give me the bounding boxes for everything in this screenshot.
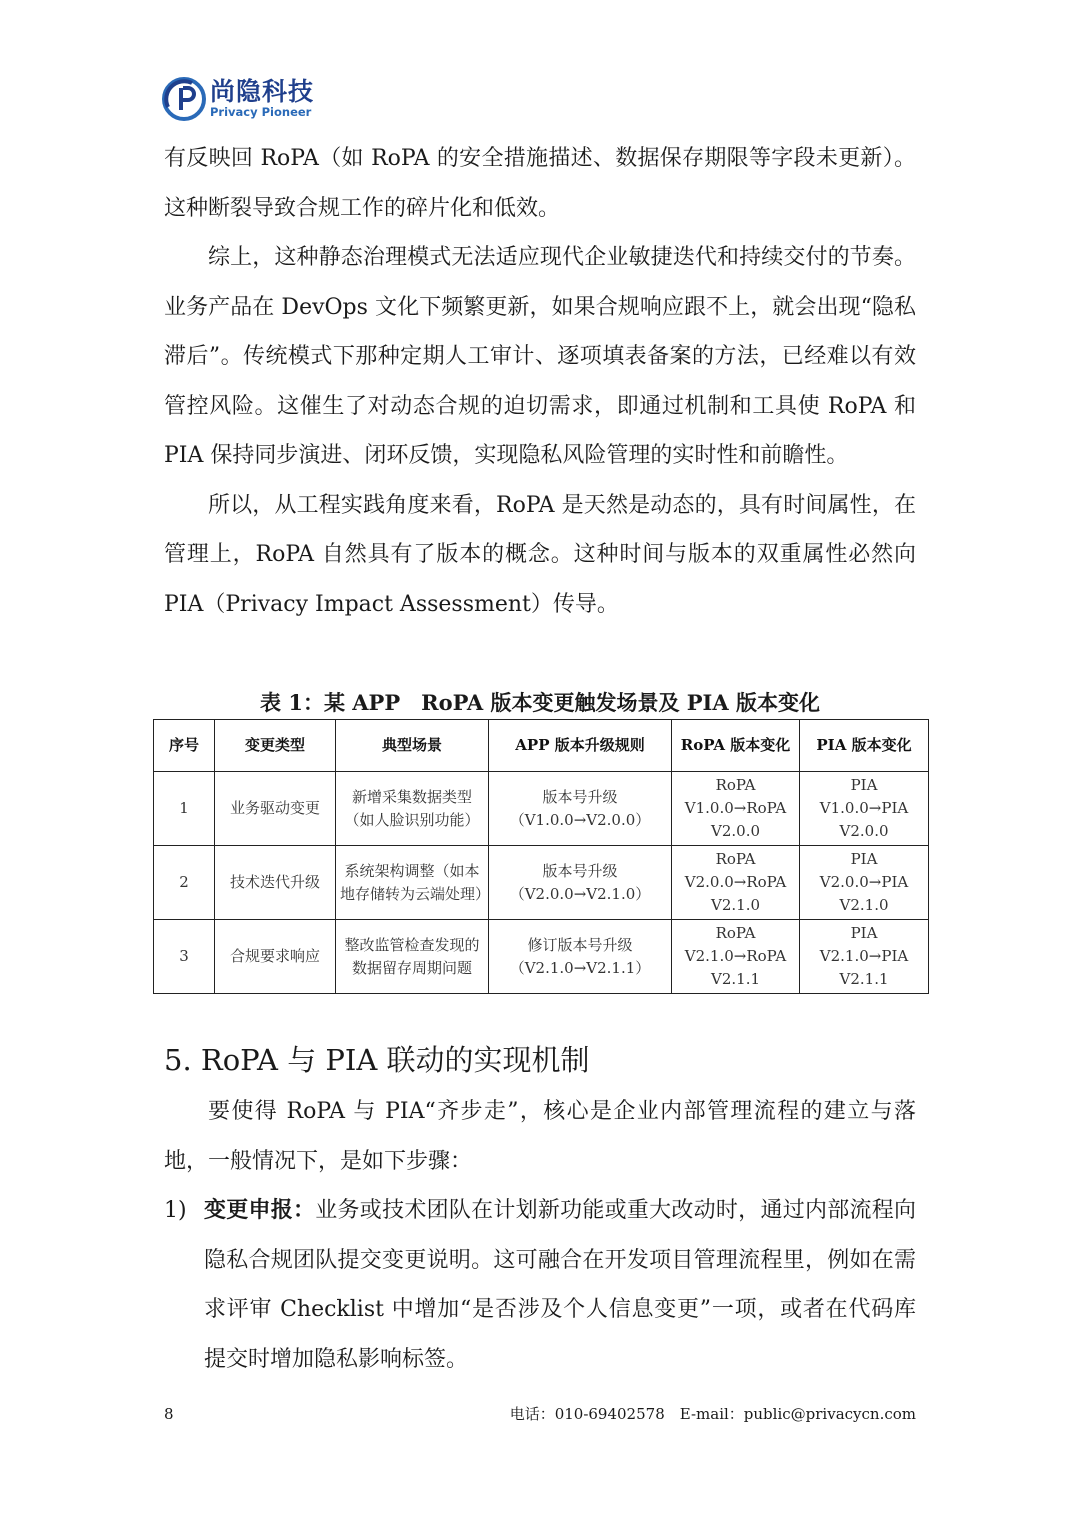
column-header: 序号 xyxy=(154,720,215,772)
table-caption: 表 1：某 APP RoPA 版本变更触发场景及 PIA 版本变化 xyxy=(260,690,820,715)
logo-chinese-name: 尚隐科技 xyxy=(210,77,315,107)
table-cell: PIA V1.0.0→PIA V2.0.0 xyxy=(800,772,929,846)
section-heading: 5. RoPA 与 PIA 联动的实现机制 xyxy=(164,1043,590,1077)
version-change-table xyxy=(153,719,929,994)
table-cell: PIA V2.0.0→PIA V2.1.0 xyxy=(800,846,929,920)
step-content xyxy=(204,1186,916,1384)
table-cell: RoPA V2.0.0→RoPA V2.1.0 xyxy=(672,846,800,920)
table-row xyxy=(154,920,929,994)
table-cell: 修订版本号升级（V2.1.0→V2.1.1） xyxy=(489,920,672,994)
section-intro: 要使得 RoPA 与 PIA“齐步走”，核心是企业内部管理流程的建立与落地，一般情况下，是如下步骤： xyxy=(164,1099,916,1174)
paragraph: 有反映回 RoPA（如 RoPA 的安全措施描述、数据保存期限等字段未更新）。这种断裂导致合规工作的碎片化和低效。 xyxy=(164,146,916,221)
table-cell: 技术迭代升级 xyxy=(215,846,336,920)
table-cell: 3 xyxy=(154,920,215,994)
table-row xyxy=(154,846,929,920)
table-cell: RoPA V1.0.0→RoPA V2.0.0 xyxy=(672,772,800,846)
column-header: APP 版本升级规则 xyxy=(489,720,672,772)
company-logo xyxy=(162,72,314,126)
table-cell: 版本号升级（V2.0.0→V2.1.0） xyxy=(489,846,672,920)
step-number: 1) xyxy=(164,1198,187,1223)
table-cell: RoPA V2.1.0→RoPA V2.1.1 xyxy=(672,920,800,994)
privacy-pioneer-logo-icon xyxy=(162,77,206,121)
table-cell: 整改监管检查发现的数据留存周期问题 xyxy=(336,920,489,994)
column-header: RoPA 版本变化 xyxy=(672,720,800,772)
footer-contact: 电话：010-69402578 E-mail：public@privacycn.com xyxy=(509,1405,916,1423)
table-cell: 业务驱动变更 xyxy=(215,772,336,846)
table-cell: 新增采集数据类型（如人脸识别功能） xyxy=(336,772,489,846)
step-title: 变更申报： xyxy=(204,1197,316,1223)
column-header: 变更类型 xyxy=(215,720,336,772)
table-cell: 1 xyxy=(154,772,215,846)
table-cell: 2 xyxy=(154,846,215,920)
column-header: PIA 版本变化 xyxy=(800,720,929,772)
paragraph: 所以，从工程实践角度来看，RoPA 是天然是动态的，具有时间属性，在管理上，RoPA 自然具有了版本的概念。这种时间与版本的双重属性必然向 PIA（Privacy Impact Assessment）传导。 xyxy=(164,492,916,617)
body-text xyxy=(164,134,916,629)
table-cell: PIA V2.1.0→PIA V2.1.1 xyxy=(800,920,929,994)
section-body xyxy=(164,1087,916,1384)
paragraph: 综上，这种静态治理模式无法适应现代企业敏捷迭代和持续交付的节奏。业务产品在 DevOps 文化下频繁更新，如果合规响应跟不上，就会出现“隐私滞后”。传统模式下那种定期人工审计、逐项填表备案的方法，已经难以有效管控风险。这催生了对动态合规的迫切需求，即通过机制和工具使 RoPA 和 PIA 保持同步演进、闭环反馈，实现隐私风险管理的实时性和前瞻性。 xyxy=(164,245,916,468)
table-row xyxy=(154,772,929,846)
column-header: 典型场景 xyxy=(336,720,489,772)
table-header-row xyxy=(154,720,929,772)
step-item xyxy=(164,1186,916,1384)
table-cell: 合规要求响应 xyxy=(215,920,336,994)
table-cell: 系统架构调整（如本地存储转为云端处理） xyxy=(336,846,489,920)
page-number: 8 xyxy=(164,1405,174,1423)
table-cell: 版本号升级（V1.0.0→V2.0.0） xyxy=(489,772,672,846)
step-text: 业务或技术团队在计划新功能或重大改动时，通过内部流程向隐私合规团队提交变更说明。这可融合在开发项目管理流程里，例如在需求评审 Checklist 中增加“是否涉及个人信息变更”一项，或者在代码库提交时增加隐私影响标签。 xyxy=(204,1198,916,1372)
logo-english-name: Privacy Pioneer xyxy=(210,105,312,120)
